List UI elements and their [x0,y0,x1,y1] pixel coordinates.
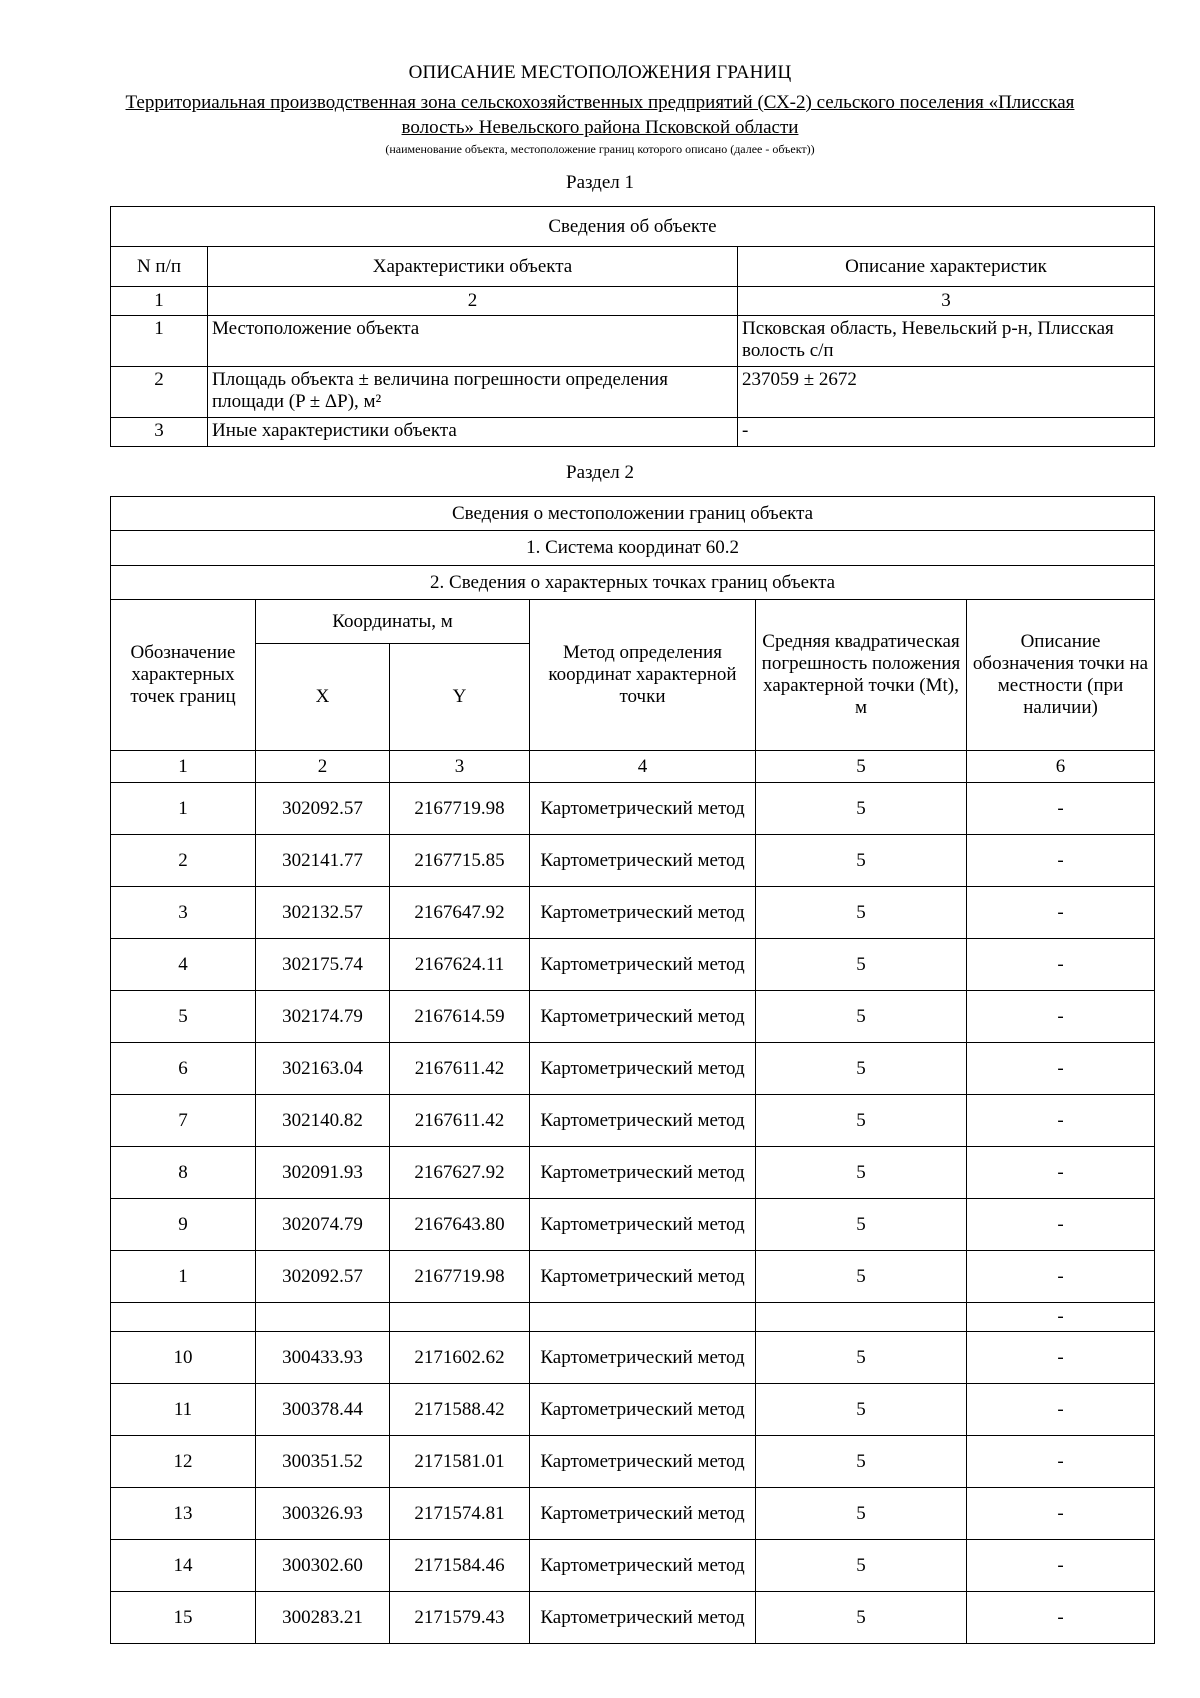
point-method: Картометрический метод [530,1095,756,1147]
col-number: 6 [967,751,1155,783]
point-method: Картометрический метод [530,1332,756,1384]
col-number: 3 [390,751,530,783]
point-description: - [967,835,1155,887]
point-y: 2167627.92 [390,1147,530,1199]
point-accuracy: 5 [756,1592,967,1644]
point-method: Картометрический метод [530,939,756,991]
characteristic-value: Псковская область, Невельский р-н, Плисская волость с/п [738,316,1155,367]
point-x: 302092.57 [256,783,390,835]
point-y: 2167647.92 [390,887,530,939]
object-info-table [110,206,1155,447]
table-row [111,887,1155,939]
object-name: Территориальная производственная зона сельскохозяйственных предприятий (СХ-2) сельского поселения «Плисская волость» Невельского района Псковской области [125,92,1075,138]
point-description: - [967,1199,1155,1251]
col-header-coords: Координаты, м [256,600,530,644]
point-x: 300378.44 [256,1384,390,1436]
point-accuracy: 5 [756,1199,967,1251]
point-y [390,1303,530,1332]
point-description: - [967,1095,1155,1147]
point-x: 302132.57 [256,887,390,939]
point-accuracy: 5 [756,1436,967,1488]
point-method: Картометрический метод [530,1147,756,1199]
col-number: 4 [530,751,756,783]
point-description: - [967,939,1155,991]
point-id: 12 [111,1436,256,1488]
table-row [111,991,1155,1043]
point-x: 302092.57 [256,1251,390,1303]
point-id: 2 [111,835,256,887]
col-header-method: Метод определения координат характерной точки [530,600,756,751]
point-accuracy: 5 [756,783,967,835]
point-id: 1 [111,1251,256,1303]
col-number: 2 [256,751,390,783]
point-method: Картометрический метод [530,783,756,835]
point-id: 10 [111,1332,256,1384]
characteristic-name: Площадь объекта ± величина погрешности определения площади (P ± ΔP), м² [208,367,738,418]
point-id: 14 [111,1540,256,1592]
point-x: 300433.93 [256,1332,390,1384]
point-method [530,1303,756,1332]
point-description: - [967,1384,1155,1436]
col-number: 1 [111,751,256,783]
point-description: - [967,1592,1155,1644]
point-accuracy: 5 [756,1095,967,1147]
row-number: 2 [111,367,208,418]
point-y: 2171588.42 [390,1384,530,1436]
point-y: 2167611.42 [390,1043,530,1095]
point-y: 2167719.98 [390,783,530,835]
point-description: - [967,1043,1155,1095]
points-body [111,783,1155,1644]
characteristic-value: - [738,418,1155,447]
section1-title: Раздел 1 [566,172,634,193]
point-accuracy: 5 [756,1540,967,1592]
table-row [111,1303,1155,1332]
table-row [111,783,1155,835]
point-x: 300351.52 [256,1436,390,1488]
point-accuracy: 5 [756,1332,967,1384]
table-row [111,939,1155,991]
point-x: 302163.04 [256,1043,390,1095]
table-row [111,1436,1155,1488]
point-method: Картометрический метод [530,1540,756,1592]
coordinate-system: 1. Система координат 60.2 [111,531,1155,566]
point-method: Картометрический метод [530,1592,756,1644]
table-row [111,1540,1155,1592]
point-accuracy: 5 [756,1488,967,1540]
point-accuracy: 5 [756,1147,967,1199]
point-id: 6 [111,1043,256,1095]
row-number: 1 [111,316,208,367]
point-x: 302140.82 [256,1095,390,1147]
point-method: Картометрический метод [530,1436,756,1488]
characteristic-value: 237059 ± 2672 [738,367,1155,418]
col-header-designation: Обозначение характерных точек границ [111,600,256,751]
point-description: - [967,1488,1155,1540]
point-description: - [967,887,1155,939]
point-method: Картометрический метод [530,835,756,887]
table-row [111,835,1155,887]
point-x: 302175.74 [256,939,390,991]
point-id: 9 [111,1199,256,1251]
point-method: Картометрический метод [530,1384,756,1436]
point-id: 15 [111,1592,256,1644]
point-accuracy: 5 [756,1384,967,1436]
col-header-y: Y [390,644,530,751]
point-id: 8 [111,1147,256,1199]
point-id: 1 [111,783,256,835]
point-x: 300283.21 [256,1592,390,1644]
point-method: Картометрический метод [530,887,756,939]
point-method: Картометрический метод [530,1043,756,1095]
table-row [111,316,1155,367]
point-x: 302141.77 [256,835,390,887]
point-description: - [967,1303,1155,1332]
point-description: - [967,783,1155,835]
point-method: Картометрический метод [530,1488,756,1540]
table-row [111,1332,1155,1384]
point-description: - [967,1540,1155,1592]
col-header-characteristic: Характеристики объекта [208,247,738,287]
point-id: 3 [111,887,256,939]
col-number: 1 [111,287,208,316]
point-method: Картометрический метод [530,1251,756,1303]
point-id: 5 [111,991,256,1043]
point-method: Картометрический метод [530,1199,756,1251]
point-y: 2171602.62 [390,1332,530,1384]
point-x: 302174.79 [256,991,390,1043]
col-header-accuracy: Средняя квадратическая погрешность положения характерной точки (Mt), м [756,600,967,751]
col-header-x: X [256,644,390,751]
point-id: 11 [111,1384,256,1436]
table-row [111,1384,1155,1436]
point-accuracy: 5 [756,991,967,1043]
point-y: 2167614.59 [390,991,530,1043]
point-description: - [967,1332,1155,1384]
row-number: 3 [111,418,208,447]
point-y: 2167715.85 [390,835,530,887]
point-x: 302091.93 [256,1147,390,1199]
col-header-n: N п/п [111,247,208,287]
table-row [111,1592,1155,1644]
point-id: 7 [111,1095,256,1147]
boundary-points-table [110,496,1155,1644]
point-id [111,1303,256,1332]
point-description: - [967,1251,1155,1303]
point-description: - [967,1147,1155,1199]
table-row [111,1095,1155,1147]
col-number: 5 [756,751,967,783]
document-title: ОПИСАНИЕ МЕСТОПОЛОЖЕНИЯ ГРАНИЦ [408,62,792,83]
point-accuracy: 5 [756,1251,967,1303]
table-row [111,1488,1155,1540]
boundary-table-title: Сведения о местоположении границ объекта [111,497,1155,531]
characteristic-name: Местоположение объекта [208,316,738,367]
point-accuracy: 5 [756,1043,967,1095]
col-header-description: Описание обозначения точки на местности (при наличии) [967,600,1155,751]
object-info-table-title: Сведения об объекте [111,207,1155,247]
point-description: - [967,1436,1155,1488]
table-row [111,1147,1155,1199]
point-accuracy: 5 [756,887,967,939]
point-accuracy: 5 [756,835,967,887]
table-row [111,367,1155,418]
point-method: Картометрический метод [530,991,756,1043]
point-y: 2171579.43 [390,1592,530,1644]
point-x: 302074.79 [256,1199,390,1251]
point-description: - [967,991,1155,1043]
point-y: 2167624.11 [390,939,530,991]
section2-title: Раздел 2 [566,462,634,483]
point-y: 2171581.01 [390,1436,530,1488]
point-x: 300302.60 [256,1540,390,1592]
point-y: 2171584.46 [390,1540,530,1592]
point-x [256,1303,390,1332]
table-row [111,418,1155,447]
col-number: 2 [208,287,738,316]
point-y: 2167611.42 [390,1095,530,1147]
point-accuracy: 5 [756,939,967,991]
points-title: 2. Сведения о характерных точках границ объекта [111,566,1155,600]
col-header-description: Описание характеристик [738,247,1155,287]
table-row [111,1199,1155,1251]
point-y: 2167643.80 [390,1199,530,1251]
point-y: 2167719.98 [390,1251,530,1303]
point-accuracy [756,1303,967,1332]
point-x: 300326.93 [256,1488,390,1540]
characteristic-name: Иные характеристики объекта [208,418,738,447]
point-y: 2171574.81 [390,1488,530,1540]
col-number: 3 [738,287,1155,316]
point-id: 4 [111,939,256,991]
point-id: 13 [111,1488,256,1540]
table-row [111,1043,1155,1095]
table-row [111,1251,1155,1303]
object-note: (наименование объекта, местоположение границ которого описано (далее - объект)) [385,142,815,156]
